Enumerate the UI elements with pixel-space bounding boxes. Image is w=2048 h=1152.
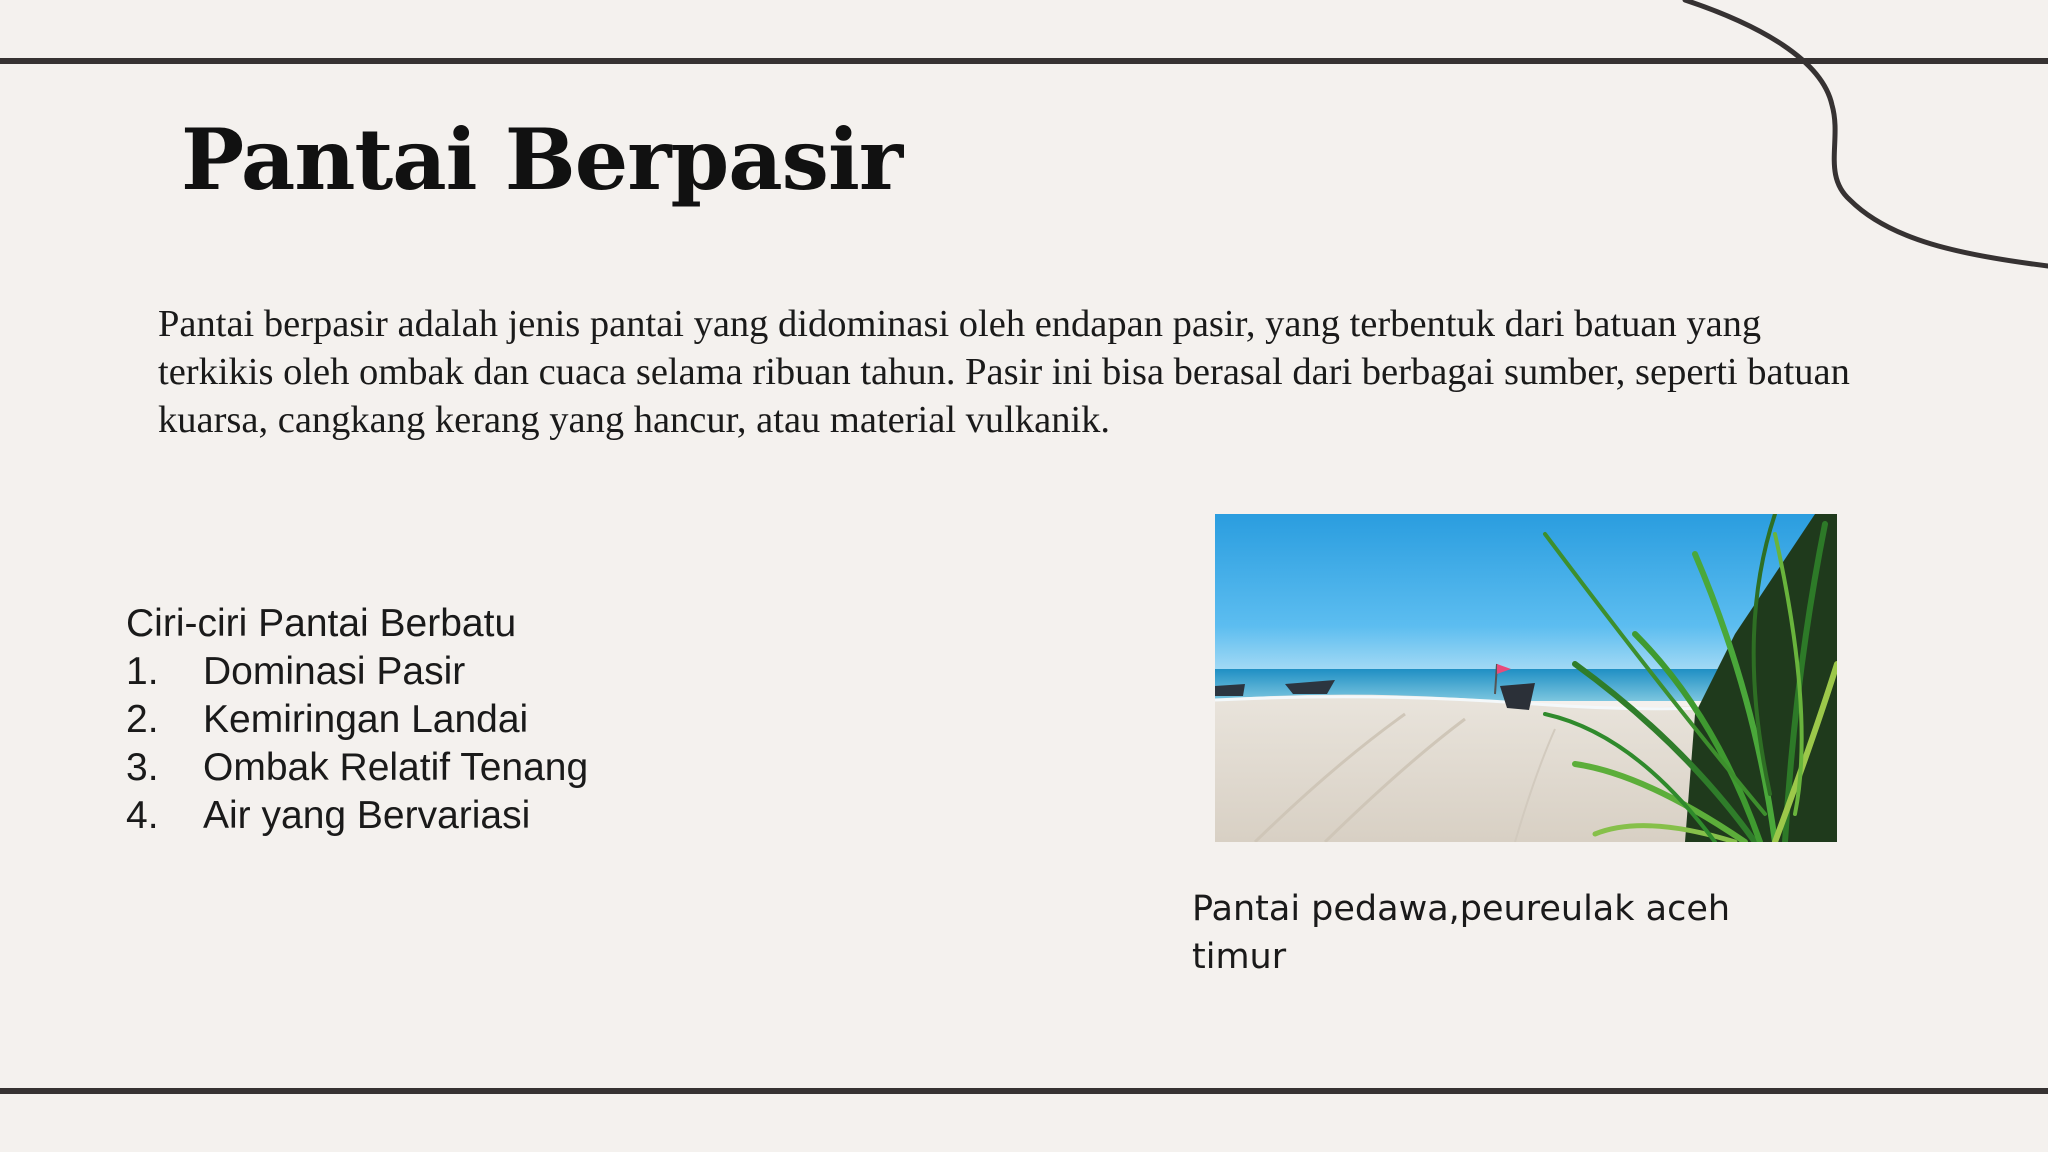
photo-caption: Pantai pedawa,peureulak aceh timur	[1192, 889, 1731, 977]
beach-photo	[1215, 514, 1837, 842]
list-item	[126, 744, 588, 792]
list-item	[126, 792, 588, 840]
list-item	[126, 648, 588, 696]
description-paragraph: Pantai berpasir adalah jenis pantai yang didominasi oleh endapan pasir, yang terbentuk dari batuan yang terkikis oleh ombak dan cuaca selama ribuan tahun. Pasir ini bisa berasal dari berbagai sumber, seperti batuan kuarsa, cangkang kerang yang hancur, atau material vulkanik.	[158, 303, 1850, 441]
features-list	[126, 648, 588, 840]
list-item-text: Dominasi Pasir	[203, 650, 466, 693]
list-item-number: 2.	[126, 698, 159, 741]
list-item-text: Ombak Relatif Tenang	[203, 746, 589, 789]
list-item-text: Air yang Bervariasi	[203, 794, 531, 837]
features-heading: Ciri-ciri Pantai Berbatu	[126, 602, 517, 645]
list-item-number: 1.	[126, 650, 159, 693]
list-item-number: 4.	[126, 794, 159, 837]
features-block	[126, 600, 588, 840]
list-item-number: 3.	[126, 746, 159, 789]
list-item	[126, 696, 588, 744]
top-divider-line	[0, 58, 2048, 64]
list-item-text: Kemiringan Landai	[203, 698, 529, 741]
bottom-divider-line	[0, 1088, 2048, 1094]
slide-title: Pantai Berpasir	[181, 110, 903, 209]
